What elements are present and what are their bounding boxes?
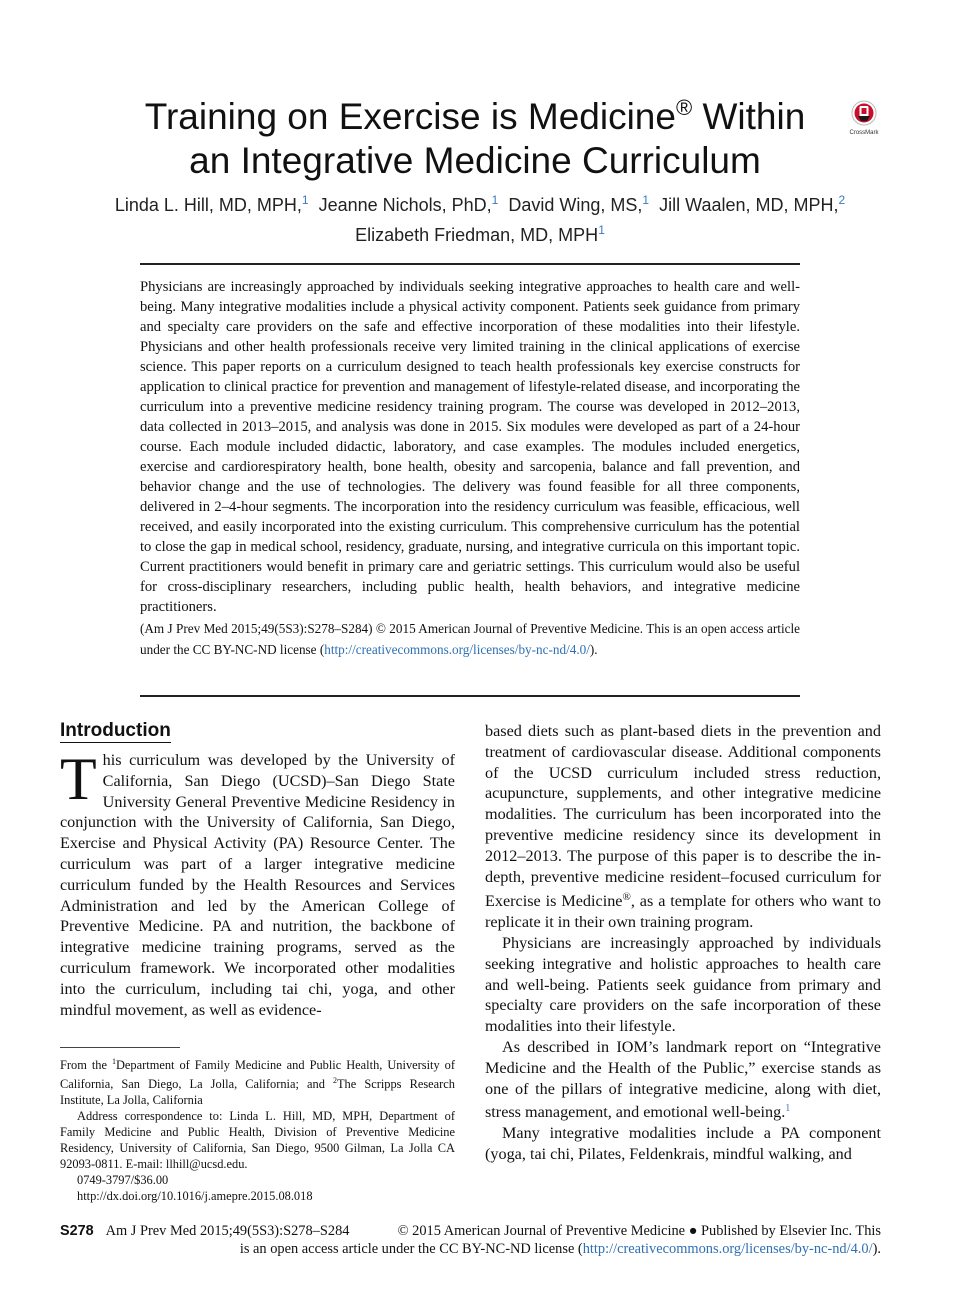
section-heading-introduction: Introduction bbox=[60, 720, 171, 741]
correspondence-note: Address correspondence to: Linda L. Hill, MD, MPH, Department of Family Medicine and Public Health, Division of Preventive Medicine Residency, University of California, San Diego, 9500 Gilman, La Jolla CA 92093-0811. E-mail: llhill@ucsd.edu. bbox=[60, 1109, 455, 1171]
paragraph-text: As described in IOM’s landmark report on “Integrative Medicine and the Health of the Public,” exercise stands as one of the pillars of integrative medicine, along with diet, stress management, and emotional well-being. bbox=[485, 1037, 881, 1122]
abstract bbox=[140, 277, 800, 660]
journal-reference: Am J Prev Med 2015;49(5S3):S278–S284 bbox=[105, 1223, 350, 1239]
author-name: Jill Waalen, MD, MPH, bbox=[659, 195, 839, 215]
affiliations-note bbox=[60, 1054, 455, 1108]
copyright-text: © 2015 American Journal of Preventive Medicine bbox=[397, 1223, 686, 1239]
citation-suffix: ). bbox=[589, 642, 598, 657]
left-column bbox=[60, 720, 455, 1020]
crossmark-icon bbox=[851, 100, 877, 126]
abstract-text: Physicians are increasingly approached by individuals seeking integrative approaches to health care and well-being. Many integrative modalities include a physical activity component. Patients seek guidance from primary and specialty care providers on the safe and effective incorporation of these modalities into their lifestyle. Physicians and other health professionals receive very limited training in the clinical applications of exercise science. This paper reports on a curriculum designed to teach health professionals key exercise constructs for application to clinical practice for prevention and management of lifestyle-related disease, and incorporating the curriculum into a preventive medicine residency training program. The course was developed in 2012–2013, data collected in 2013–2015, and analysis was done in 2015. Six modules were developed as part of a 24-hour course. Each module included didactic, laboratory, and case examples. The modules included energetics, exercise and cardiorespiratory health, bone health, obesity and sarcopenia, balance and fall prevention, and behavior change and the use of technologies. The delivery was found feasible for all three components, delivered in 2–4-hour segments. The incorporation into the residency curriculum was feasible, efficacious, well received, and easily incorporated into the existing curriculum. This comprehensive curriculum has the potential to close the gap in medical school, residency, graduate, nursing, and integrative curricula on this important topic. Current practitioners would benefit in primary care and geriatric settings. This curriculum would also be useful for cross-disciplinary researchers, including public health, health behaviors, and integrative medicine practitioners. bbox=[140, 279, 800, 615]
footer-copyright-line bbox=[385, 1222, 881, 1240]
abstract-bottom-rule bbox=[140, 695, 800, 697]
affiliation-ref[interactable]: 1 bbox=[598, 223, 605, 237]
paragraph-3 bbox=[485, 1037, 881, 1123]
article-title-block bbox=[60, 86, 890, 183]
affiliation-2: The Scripps Research Institute, La Jolla, California bbox=[60, 1077, 455, 1107]
footnotes bbox=[60, 1054, 455, 1204]
author-list bbox=[60, 188, 900, 248]
author-line-1 bbox=[60, 188, 900, 218]
intro-paragraph bbox=[60, 746, 455, 1020]
author-line-2 bbox=[60, 218, 900, 248]
paragraph-text-end: , as a template for others who want to replicate it in their own training program. bbox=[485, 892, 881, 932]
article-title bbox=[60, 86, 890, 183]
registered-mark: ® bbox=[622, 891, 631, 904]
citation-text: (Am J Prev Med 2015;49(5S3):S278–S284) © 2015 American Journal of Preventive Medicine. This is an open access article under the CC BY-NC-ND license ( bbox=[140, 621, 800, 657]
abstract-top-rule bbox=[140, 263, 800, 265]
abstract-citation bbox=[140, 618, 800, 660]
bullet-separator: ● bbox=[688, 1223, 698, 1239]
affiliation-1: Department of Family Medicine and Public Health, University of California, San Diego, La Jolla, California; and bbox=[60, 1058, 455, 1091]
license-link[interactable]: http://creativecommons.org/licenses/by-nc-nd/4.0/ bbox=[324, 642, 590, 657]
doi-link[interactable]: http://dx.doi.org/10.1016/j.amepre.2015.08.018 bbox=[77, 1189, 313, 1203]
footer-license-link[interactable]: http://creativecommons.org/licenses/by-nc-nd/4.0/ bbox=[582, 1241, 873, 1257]
affiliation-ref[interactable]: 1 bbox=[642, 193, 650, 207]
from-prefix: From the bbox=[60, 1058, 112, 1072]
paragraph-2: Physicians are increasingly approached by individuals seeking integrative and holistic approaches to health care and well-being. Patients seek guidance from primary and specialty care providers on the safe incorporation of these modalities into their lifestyle. bbox=[485, 933, 881, 1036]
affiliation-marker: 2 bbox=[332, 1076, 337, 1085]
paragraph-text: based diets such as plant-based diets in the prevention and treatment of cardiovascular disease. Additional components of the UCSD curriculum included stress reduction, acupuncture, supplements, and other integrative medicine modalities. The curriculum has been incorporated into the preventive medicine residency since its development in 2012–2013. The purpose of this paper is to describe the in-depth, preventive medicine resident–focused curriculum for Exercise is Medicine bbox=[485, 722, 881, 911]
author-name: Linda L. Hill, MD, MPH, bbox=[114, 195, 302, 215]
affiliation-ref[interactable]: 1 bbox=[301, 193, 309, 207]
title-line-2: an Integrative Medicine Curriculum bbox=[189, 140, 761, 181]
author-name: Elizabeth Friedman, MD, MPH bbox=[355, 225, 599, 245]
intro-paragraph-continued bbox=[485, 721, 881, 933]
footer-license-line bbox=[205, 1240, 881, 1258]
footnote-rule bbox=[60, 1047, 180, 1048]
title-line-1: Training on Exercise is Medicine bbox=[144, 96, 676, 137]
publisher-text: Published by Elsevier Inc. This bbox=[701, 1223, 881, 1239]
right-column bbox=[485, 721, 881, 1165]
title-line-1-end: Within bbox=[692, 96, 806, 137]
intro-paragraph-text: his curriculum was developed by the University of California, San Diego (UCSD)–San Diego State University General Preventive Medicine Residency in conjunction with the University of California, San Diego, Exercise and Physical Activity (PA) Resource Center. The curriculum was part of a larger integrative medicine curriculum funded by the Health Resources and Services Administration and led by the American College of Preventive Medicine. PA and nutrition, the backbone of integrative medicine training programs, served as the curriculum framework. We incorporated other modalities into the curriculum, including tai chi, yoga, and other mindful movement, as well as evidence- bbox=[60, 751, 455, 1019]
paragraph-4: Many integrative modalities include a PA component (yoga, tai chi, Pilates, Feldenkrais, mindful walking, and bbox=[485, 1124, 881, 1163]
registered-mark: ® bbox=[675, 95, 693, 120]
affiliation-ref[interactable]: 2 bbox=[838, 193, 846, 207]
crossmark-label: CrossMark bbox=[849, 130, 879, 136]
issn-price: 0749-3797/$36.00 bbox=[77, 1173, 169, 1187]
crossmark-badge[interactable] bbox=[848, 100, 880, 136]
page-footer bbox=[60, 1222, 881, 1257]
page-number: S278 bbox=[60, 1223, 94, 1239]
license-text: is an open access article under the CC BY-NC-ND license ( bbox=[239, 1241, 583, 1257]
author-name: Jeanne Nichols, PhD, bbox=[318, 195, 492, 215]
drop-cap: T bbox=[60, 746, 97, 812]
license-suffix: ). bbox=[872, 1241, 881, 1257]
reference-1[interactable]: 1 bbox=[785, 1103, 791, 1115]
author-name: David Wing, MS, bbox=[508, 195, 643, 215]
affiliation-ref[interactable]: 1 bbox=[491, 193, 499, 207]
affiliation-marker: 1 bbox=[111, 1057, 116, 1066]
